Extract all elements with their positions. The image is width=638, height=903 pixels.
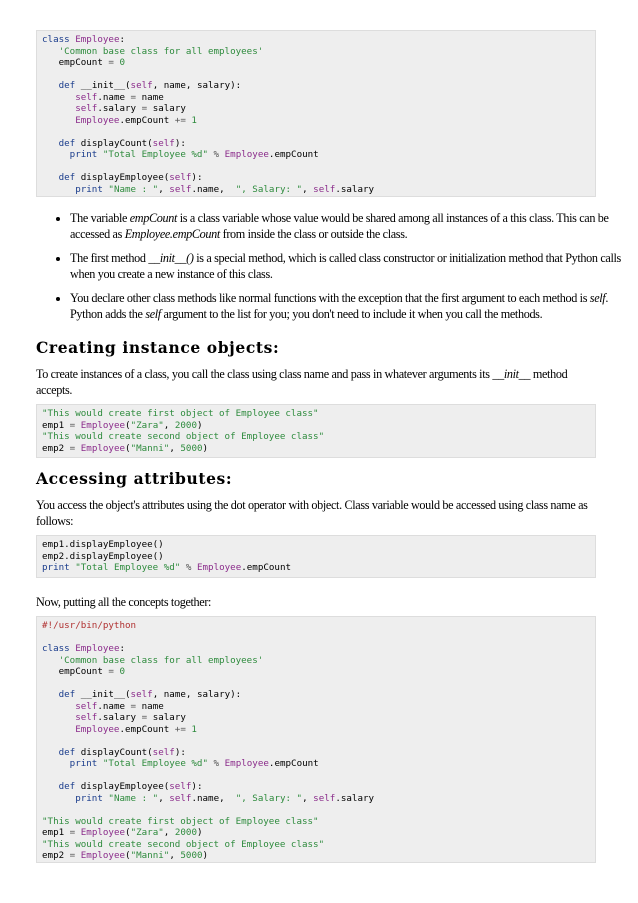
heading-creating-instance-objects: Creating instance objects: (36, 338, 280, 357)
code-block-class-definition: class Employee: 'Common base class for all employees' empCount = 0 def __init__(self, name, salary): self.name = name self.salary = salary Employee.empCount += 1 def displayCount(self): print "Total Employee %d" % Employee.empCount def displayEmployee(self): print "Name : ", self.name, ", Salary: ", self.salary (36, 30, 596, 197)
bullet-self-argument: • You declare other class methods like normal functions with the exception that the first argument to each method is self. Python adds the self argument to the list for you; you don't need to include it when you call the methods. (70, 290, 630, 322)
paragraph-putting-together: Now, putting all the concepts together: (36, 595, 212, 609)
code-block-full-program: #!/usr/bin/python class Employee: 'Common base class for all employees' empCount = 0 def __init__(self, name, salary): self.name = name self.salary = salary Employee.empCount += 1 def displayCount(self): print "Total Employee %d" % Employee.empCount def displayEmployee(self): print "Name : ", self.name, ", Salary: ", self.salary "This would create first object of Employee class" emp1 = Employee("Zara", 2000) "This would create second object of Employee class" emp2 = Employee("Manni", 5000) (36, 616, 596, 863)
bullet-empcount: • The variable empCount is a class variable whose value would be shared among all instances of a this class. This can be accessed as Employee.empCount from inside the class or outside the class. (70, 210, 630, 242)
code-block-access-attributes: emp1.displayEmployee() emp2.displayEmployee() print "Total Employee %d" % Employee.empCount (36, 535, 596, 578)
bullet-list (50, 210, 630, 330)
code-block-create-instances: "This would create first object of Employee class" emp1 = Employee("Zara", 2000) "This would create second object of Employee class" emp2 = Employee("Manni", 5000) (36, 404, 596, 458)
bullet-init-method: • The first method __init__() is a special method, which is called class constructor or initialization method that Python calls when you create a new instance of this class. (70, 250, 630, 282)
paragraph-creating-instances: To create instances of a class, you call the class using class name and pass in whatever arguments its __init__ method accepts. (36, 367, 568, 397)
paragraph-accessing-attributes: You access the object's attributes using the dot operator with object. Class variable would be accessed using class name as follows: (36, 498, 588, 528)
heading-accessing-attributes: Accessing attributes: (36, 469, 233, 488)
